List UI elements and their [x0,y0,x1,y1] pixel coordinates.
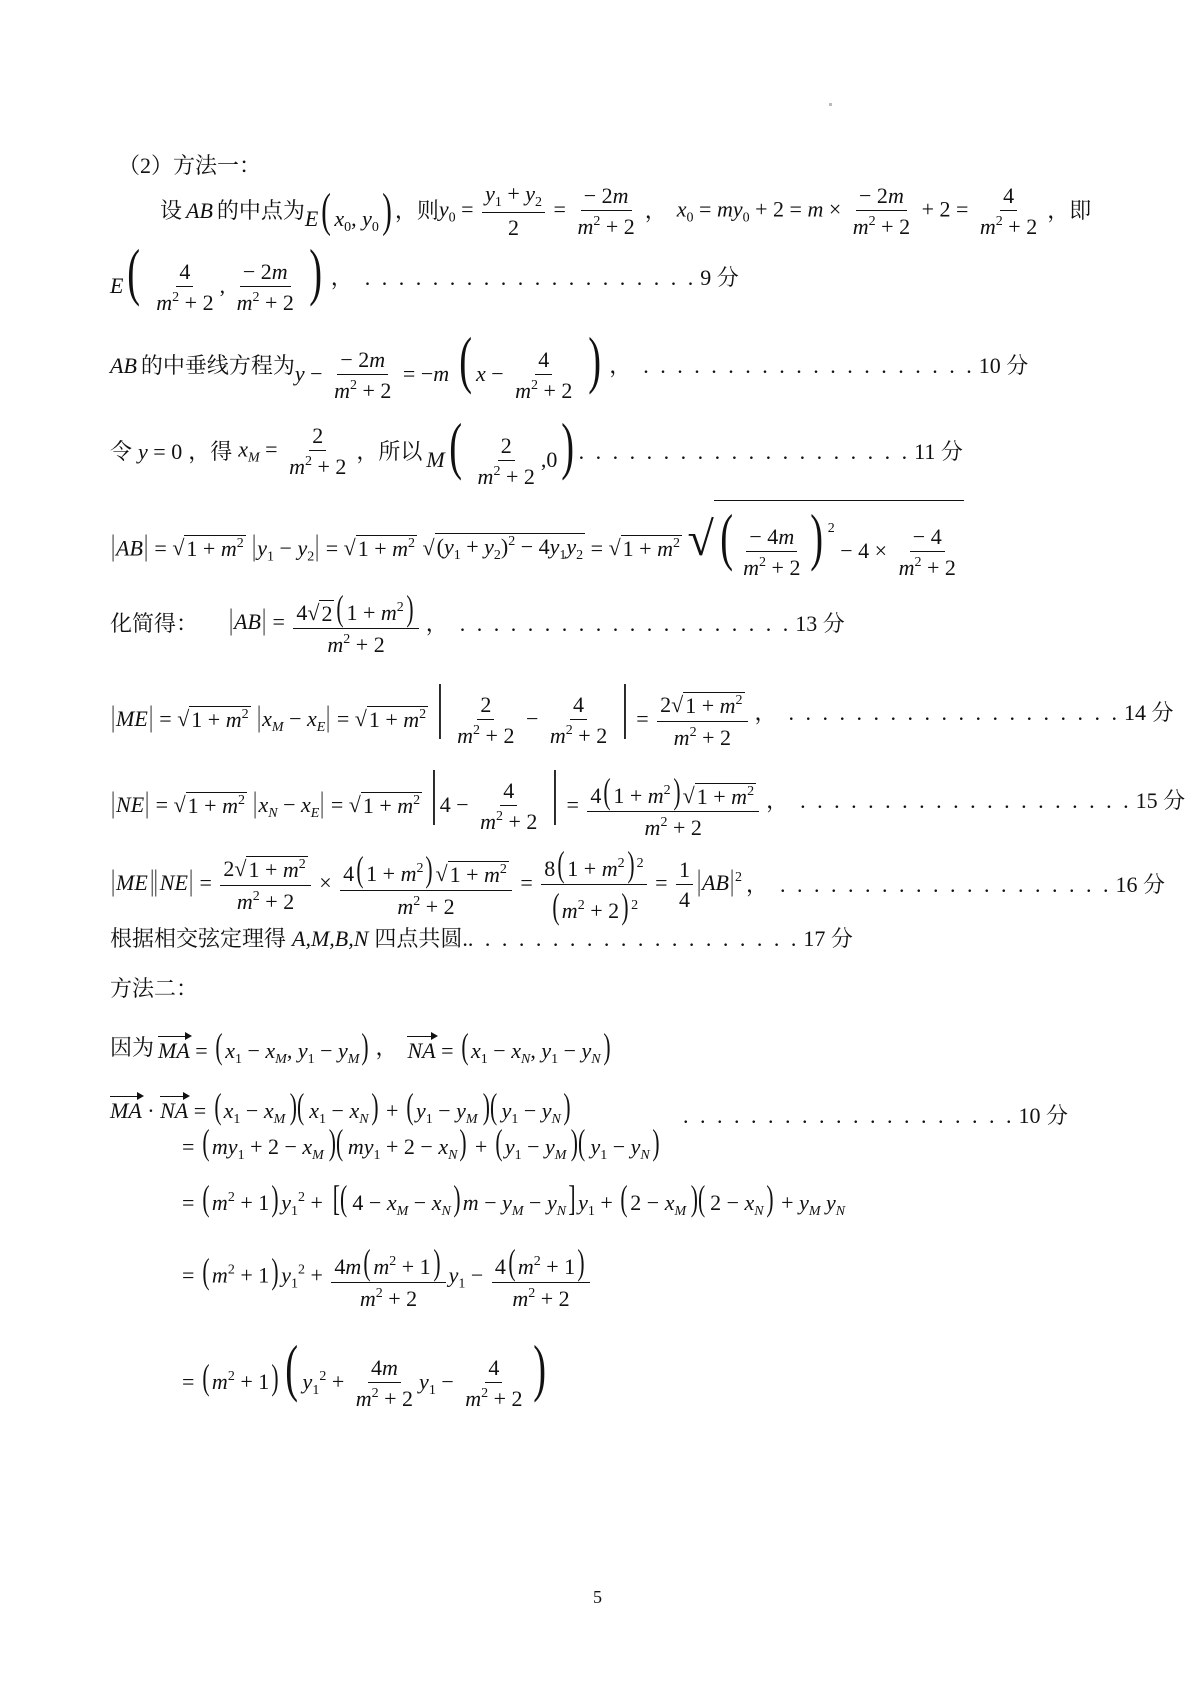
text-simplify: 化简得： [110,610,199,636]
math-dot-2: = ( $my_1 + 2 - x_M$ )( $my_1 + 2 - x_N$) + ( $y_1 - y_M$ )( $y_1 - y_N$) [182,1122,660,1163]
part-label-text: （2）方法一： [118,153,262,178]
math-ne-length: |NE| = √ $1 + m^2$ $|x_N - x_E|$ = √ $1 + m^2$ | 4 − $\frac{4}{m^2 + 2}$ | = 4( $1 + m^2$) √ $1 + m^2$ $m^2 + 2$ [110,762,762,841]
chord-length-line [110,500,964,581]
text-because: 因为 [110,1034,155,1060]
math-points: A,M,B,N [292,926,369,951]
score-11: 11 分 [914,438,963,464]
score-14: 14 分 [1124,699,1174,725]
point-m-line [110,410,963,490]
method2-label-text: 方法二： [110,976,199,1001]
part-label [118,155,261,177]
math-dot-3: = ( $m^2 + 1$) $y_1^2$ + [( $4 - x_M - x_N$) $m - y_M - y_N$] $y_1$ + ( $2 - x_M$ )( $2 - x_N) + y_M$ $y_N$ [182,1178,846,1219]
math-bisector-eq: y − $\frac{- 2m}{m^2 + 2}$ = −m ( x − $\frac{4}{m^2 + 2}$ ) [294,324,601,404]
math-ab-2: AB [110,352,137,378]
method2-score-10 [683,1105,1068,1127]
me-length-line: |ME| = √ $1 + m^2$ $|x_M - x_E|$ = √ $1 + m^2$ | $\frac{2}{m^2 + 2}$ − $\frac{4}{m^2 + 2}$ | = 2√ $1 + m^2$ $m^2 + 2$ ， . . . . . . . . . . . . . . . . . . . . 14 分 [111,673,1174,750]
text-namely: ，即 [1047,198,1092,224]
math-E-coords: E( $\frac{4}{m^2 + 2}$ , $\frac{- 2m}{m^2 + 2}$ ) [110,236,323,316]
page-number [593,1588,602,1606]
score-17: 17 分 [803,926,853,951]
text-conclusion-suffix: 四点共圆. [374,926,468,951]
text-midpoint: 的中点为 [216,198,305,224]
text-get: ，得 [188,438,233,464]
math-me-length: |ME| = √ $1 + m^2$ $|x_M - x_E|$ = √ $1 + m^2$ | $\frac{2}{m^2 + 2}$ − $\frac{4}{m^2 + 2}$ | = 2√ $1 + m^2$ $m^2 + 2$ [110,676,751,750]
dot-product-line-5 [182,1332,550,1412]
leader-dots: . . . . . . . . . . . . . . . . . . . . [800,788,1132,814]
perpendicular-bisector-line: AB 的中垂线方程为 y − $\frac{- 2m}{m^2 + 2}$ = −m ( x − $\frac{4}{m^2 + 2}$ ) ， . . . . . . . . . . . . . . . . . . . . 10 分 [110,324,1029,404]
math-y-zero: y = 0 [138,438,183,464]
score-13: 13 分 [795,610,845,636]
math-dot-4: = ( $m^2 + 1$) $y_1^2$ + $\frac{4m( m^2 + 1)}{m^2 + 2}$ $y_1$ − $\frac{4( m^2 + 1)}{m^2 + 2}$ [182,1244,593,1311]
math-dot-1: MA · NA = ( $x_1 - x_M$ )( $x_1 - x_N$) + ( $y_1 - y_M$ )( $y_1 - y_N$) [110,1086,571,1127]
math-vector-ma: MA = ( $x_1 - x_M$, $y_1 - y_M$) [158,1026,370,1067]
dot-product-line-3 [182,1180,845,1219]
math-y0: $y_0$ = $\frac{y_1 + y_2}{2}$ = $\frac{- 2m}{m^2 + 2}$ [438,181,635,241]
product-line: |ME|| NE| = 2√ $1 + m^2$ $m^2 + 2$ × 4( $1 + m^2$) √ $1 + m^2$ $m^2 + 2$ = $\frac{8( 1 + m^2) ^2}{( m^2 + 2) ^2}$ = $\frac{1}{4}$ $|AB|^2$ ， . . . . . . . . . . . . . . . . . . . . 16 分 [111,844,1165,926]
page-number-text: 5 [593,1587,602,1607]
text-then: ，则 [394,198,439,224]
dot-product-line-2 [182,1124,662,1163]
text-conclusion-prefix: 根据相交弦定理得 [110,926,287,951]
vectors-line: 因为 MA = ( $x_1 - x_M$, $y_1 - y_M$) ， NA = ( $x_1 - x_N$, $y_1 - y_N$) [110,1028,613,1067]
math-dot-5: = ( $m^2 + 1$) ( $y_1^2$ + $\frac{4m}{m^2 + 2}$ $y_1$ − $\frac{4}{m^2 + 2}$ ) [182,1332,546,1412]
math-ab: AB [186,198,213,224]
math-ab-length: |AB| = √ $1 + m^2$ $|y_1 - y_2|$ = √ $1 + m^2$ √ $(y_1 + y_2)^2 - 4y_1y_2$ = √ $1 + m^2$ √ ( $\frac{- 4m}{m^2 + 2}$ ) $^2$ − 4 × $\frac{- 4}{m^2 + 2}$ [110,500,964,581]
text-set: 设 [160,198,183,224]
leader-dots: . . . . . . . . . . . . . . . . . . . . [788,699,1121,725]
midpoint-coords-line: E( $\frac{4}{m^2 + 2}$ , $\frac{- 2m}{m^2 + 2}$ ) ， . . . . . . . . . . . . . . . . . . . . 9 分 [110,236,739,316]
leader-dots: . . . . . . . . . . . . . . . . . . . . [459,610,792,636]
ne-length-line: |NE| = √ $1 + m^2$ $|x_N - x_E|$ = √ $1 + m^2$ | 4 − $\frac{4}{m^2 + 2}$ | = 4( $1 + m^2$) √ $1 + m^2$ $m^2 + 2$ ， . . . . . . . . . . . . . . . . . . . . 15 分 [111,759,1186,841]
scan-mark [829,103,832,106]
math-product: |ME|| NE| = 2√ $1 + m^2$ $m^2 + 2$ × 4( $1 + m^2$) √ $1 + m^2$ $m^2 + 2$ = $\frac{8( 1 + m^2) ^2}{( m^2 + 2) ^2}$ = $\frac{1}{4}$ $|AB|^2$ [111,844,742,926]
math-ab-simplified: |AB| = 4√ 2 ( $1 + m^2$) $m^2 + 2$ [228,590,422,657]
score-10: 10 分 [978,352,1029,378]
score-16: 16 分 [1115,872,1165,897]
method2-label [110,978,198,1000]
leader-dots: . . . . . . . . . . . . . . . . . . . . [467,926,800,951]
text-comma: ， [644,198,667,224]
leader-dots: . . . . . . . . . . . . . . . . . . . . [578,438,911,464]
leader-dots: . . . . . . . . . . . . . . . . . . . . [364,264,697,290]
text-so: ，所以 [356,438,423,464]
math-M: M( $\frac{2}{m^2 + 2}$ ,0) [426,410,575,490]
midpoint-line [160,182,1091,241]
leader-dots: . . . . . . . . . . . . . . . . . . . . [779,872,1112,897]
text-let: 令 [110,438,133,464]
math-x0: $x_0 = my_0 + 2 = m$ × $\frac{- 2m}{m^2 + 2}$ + 2 = $\frac{4}{m^2 + 2}$ [676,182,1038,239]
dot-product-line-4 [182,1244,593,1311]
simplify-line: 化简得： |AB| = 4√ 2 ( $1 + m^2$) $m^2 + 2$ ， . . . . . . . . . . . . . . . . . . . . 13 分 [110,588,845,658]
math-xm: $x_M$ = $\frac{2}{m^2 + 2}$ [238,423,347,480]
math-E: E( $x_0$, $y_0$) [304,184,392,238]
conclusion-line [110,928,853,950]
math-vector-na: NA = ( $x_1 - x_N$, $y_1 - y_N$) [407,1026,611,1067]
text-bisector: 的中垂线方程为 [140,352,295,378]
leader-dots: . . . . . . . . . . . . . . . . . . . . [683,1103,1015,1128]
score-10-method2: 10 分 [1018,1103,1069,1128]
score-9: 9 分 [700,264,739,290]
score-15: 15 分 [1135,788,1186,814]
leader-dots: . . . . . . . . . . . . . . . . . . . . [643,352,975,378]
